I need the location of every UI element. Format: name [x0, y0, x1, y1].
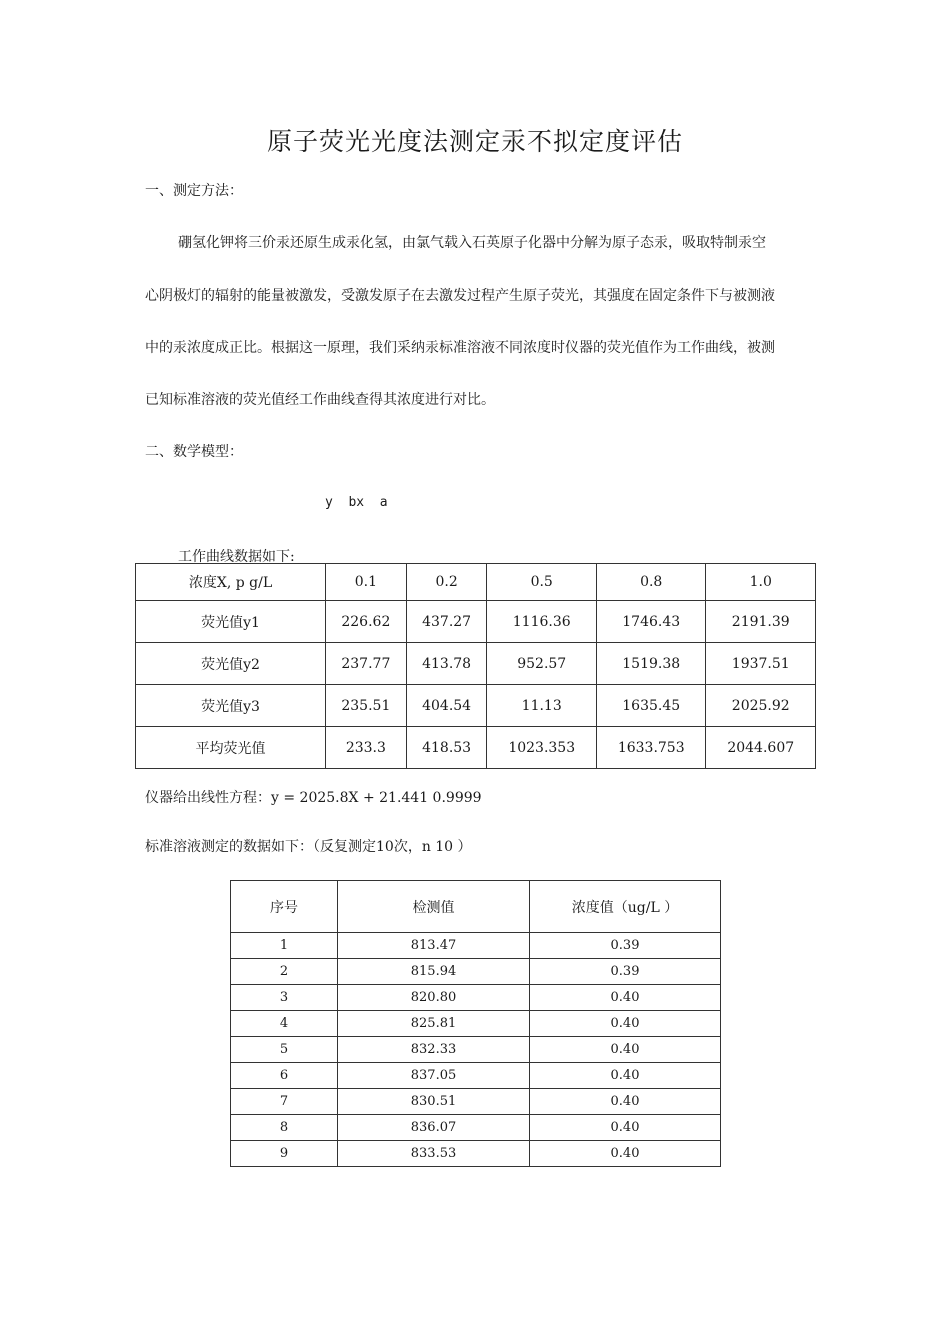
- table-cell: 0.40: [530, 1089, 721, 1115]
- table-row: [231, 959, 721, 985]
- table-header-row: [231, 881, 721, 933]
- table-cell: 8: [231, 1115, 338, 1141]
- section2-heading: 二、数学模型：: [145, 444, 243, 460]
- table-row: [231, 1011, 721, 1037]
- table-cell: 0.40: [530, 1063, 721, 1089]
- table-cell: 1: [231, 933, 338, 959]
- repeat-measurement-table: [230, 880, 721, 1167]
- table-row: [231, 1037, 721, 1063]
- table-cell: 9: [231, 1141, 338, 1167]
- header-cell: 0.5: [487, 564, 597, 601]
- header-cell: 1.0: [706, 564, 816, 601]
- table-cell: 2: [231, 959, 338, 985]
- header-cell: 0.2: [406, 564, 487, 601]
- table-cell: 820.80: [338, 985, 530, 1011]
- table-cell: 1633.753: [596, 727, 706, 769]
- section1-heading: 一、测定方法：: [145, 183, 243, 199]
- paragraph-line-2: 心阴极灯的辐射的能量被激发，受激发原子在去激发过程产生原子荧光，其强度在固定条件下与被测液: [145, 288, 775, 304]
- page-title: 原子荧光光度法测定汞不拟定度评估: [266, 127, 683, 156]
- table-cell: 0.40: [530, 985, 721, 1011]
- table-cell: 11.13: [487, 685, 597, 727]
- table-cell: 6: [231, 1063, 338, 1089]
- table-cell: 418.53: [406, 727, 487, 769]
- table-cell: 1116.36: [487, 601, 597, 643]
- table-row: [136, 643, 816, 685]
- table-cell: 2025.92: [706, 685, 816, 727]
- table-cell: 1519.38: [596, 643, 706, 685]
- table-row: [136, 601, 816, 643]
- table-row: [231, 1115, 721, 1141]
- table-cell: 1023.353: [487, 727, 597, 769]
- table-cell: 0.40: [530, 1115, 721, 1141]
- table-cell: 404.54: [406, 685, 487, 727]
- table-cell: 7: [231, 1089, 338, 1115]
- table-row: [136, 727, 816, 769]
- header-cell: 0.8: [596, 564, 706, 601]
- table-cell: 437.27: [406, 601, 487, 643]
- paragraph-line-4: 已知标准溶液的荧光值经工作曲线查得其浓度进行对比。: [145, 392, 495, 408]
- table-cell: 836.07: [338, 1115, 530, 1141]
- table-cell: 952.57: [487, 643, 597, 685]
- table-cell: 0.40: [530, 1011, 721, 1037]
- row-label: 荧光值y1: [136, 601, 326, 643]
- header-cell: 浓度值（ug/L ）: [530, 881, 721, 933]
- table-row: [231, 933, 721, 959]
- table-cell: 830.51: [338, 1089, 530, 1115]
- table-caption: 工作曲线数据如下:: [178, 549, 295, 565]
- row-label: 荧光值y3: [136, 685, 326, 727]
- paragraph-line-1: 硼氢化钾将三价汞还原生成汞化氢，由氯气载入石英原子化器中分解为原子态汞，吸取特制汞空: [178, 235, 766, 251]
- table-cell: 2191.39: [706, 601, 816, 643]
- header-cell: 浓度X, p g/L: [136, 564, 326, 601]
- table-row: [231, 1063, 721, 1089]
- table-cell: 0.39: [530, 933, 721, 959]
- table-cell: 413.78: [406, 643, 487, 685]
- table-cell: 813.47: [338, 933, 530, 959]
- table-cell: 815.94: [338, 959, 530, 985]
- linear-equation: 仪器给出线性方程：y = 2025.8X + 21.441 0.9999: [145, 790, 482, 806]
- table-cell: 1635.45: [596, 685, 706, 727]
- header-cell: 序号: [231, 881, 338, 933]
- table-cell: 3: [231, 985, 338, 1011]
- row-label: 荧光值y2: [136, 643, 326, 685]
- table-cell: 837.05: [338, 1063, 530, 1089]
- table-row: [136, 685, 816, 727]
- row-label: 平均荧光值: [136, 727, 326, 769]
- repeat-caption: 标准溶液测定的数据如下：（反复测定10次，n 10 ）: [145, 839, 472, 855]
- table-cell: 833.53: [338, 1141, 530, 1167]
- table-row: [231, 1141, 721, 1167]
- table-row: [231, 1089, 721, 1115]
- table-cell: 0.40: [530, 1037, 721, 1063]
- table-cell: 233.3: [326, 727, 407, 769]
- paragraph-line-3: 中的汞浓度成正比。根据这一原理，我们采纳汞标准溶液不同浓度时仪器的荧光值作为工作曲线，被测: [145, 340, 775, 356]
- table-cell: 4: [231, 1011, 338, 1037]
- table-cell: 1746.43: [596, 601, 706, 643]
- table-cell: 226.62: [326, 601, 407, 643]
- table-cell: 0.40: [530, 1141, 721, 1167]
- table-cell: 1937.51: [706, 643, 816, 685]
- table-row: [231, 985, 721, 1011]
- table-cell: 832.33: [338, 1037, 530, 1063]
- table-cell: 825.81: [338, 1011, 530, 1037]
- table-cell: 5: [231, 1037, 338, 1063]
- table-cell: 0.39: [530, 959, 721, 985]
- table-cell: 237.77: [326, 643, 407, 685]
- header-cell: 检测值: [338, 881, 530, 933]
- header-cell: 0.1: [326, 564, 407, 601]
- table-cell: 2044.607: [706, 727, 816, 769]
- calibration-table: [135, 563, 816, 769]
- formula: y bx a: [325, 495, 388, 510]
- table-header-row: [136, 564, 816, 601]
- table-cell: 235.51: [326, 685, 407, 727]
